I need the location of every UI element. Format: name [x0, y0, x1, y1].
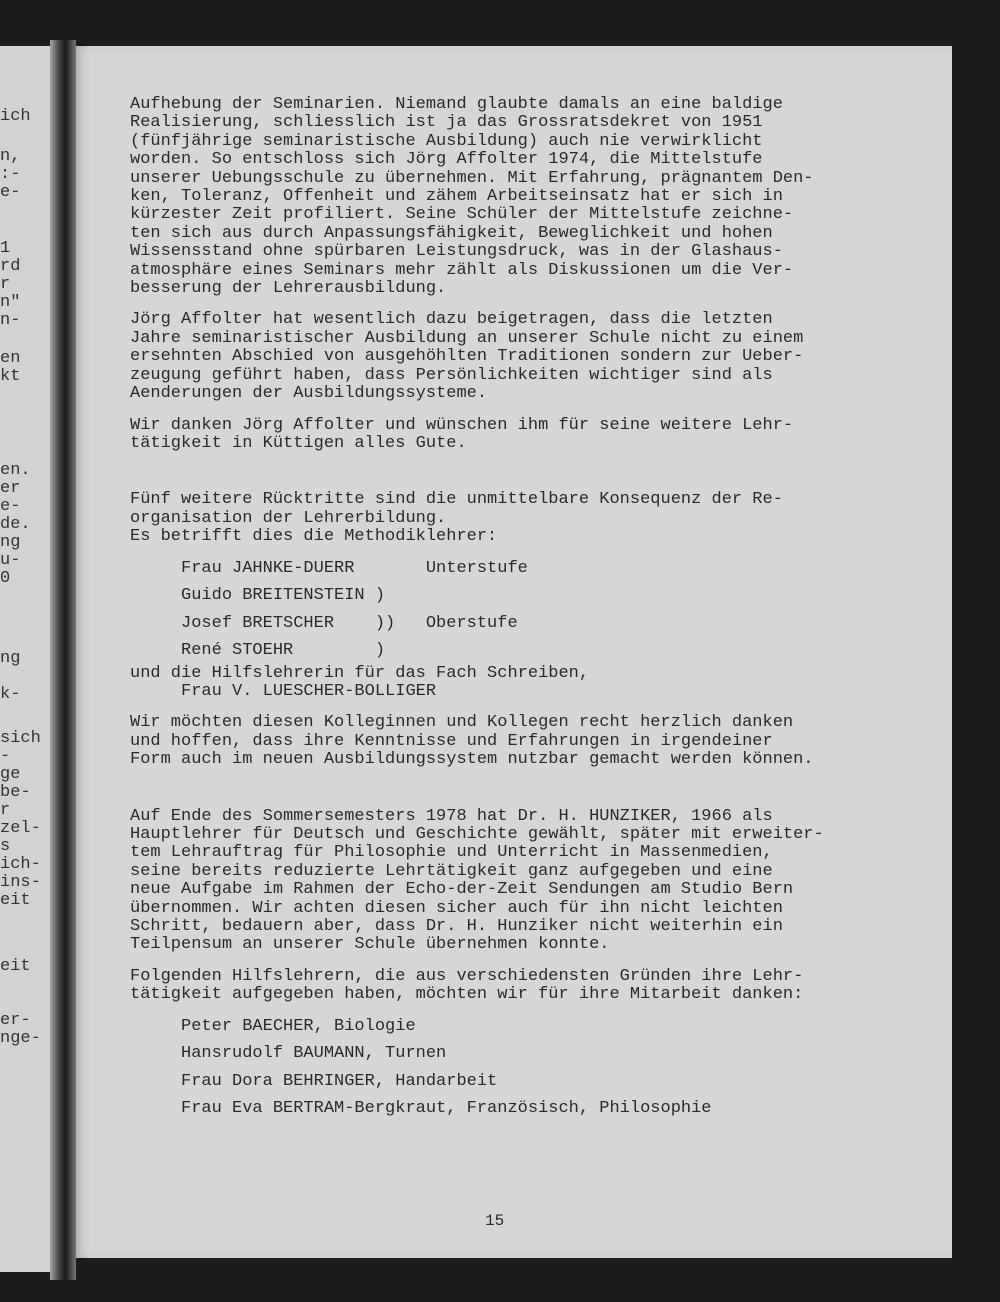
section-gap	[130, 466, 920, 491]
helper-row: Frau Eva BERTRAM-Bergkraut, Französisch, Philosophie	[130, 1099, 712, 1119]
paragraph: Folgenden Hilfslehrern, die aus verschiedensten Gründen ihre Lehr- tätigkeit aufgegeben haben, möchten wir für ihre Mitarbeit danken:	[130, 966, 804, 1005]
left-fragment: ng	[0, 533, 21, 552]
left-fragment: -	[0, 747, 11, 766]
teacher-row: Josef BRETSCHER )) Oberstufe	[130, 613, 518, 633]
teacher-row: Guido BREITENSTEIN )	[130, 586, 386, 606]
left-fragment: r	[0, 275, 11, 294]
teacher-list	[130, 555, 920, 665]
helper-row: Peter BAECHER, Biologie	[130, 1016, 416, 1036]
left-fragment: e-	[0, 497, 21, 516]
left-fragment: en	[0, 349, 21, 368]
paragraph: Fünf weitere Rücktritte sind die unmittelbare Konsequenz der Re- organisation der Lehrerbildung. Es betrifft dies die Methodiklehrer:	[130, 490, 783, 547]
paragraph: Auf Ende des Sommersemesters 1978 hat Dr. H. HUNZIKER, 1966 als Hauptlehrer für Deutsch und Geschichte gewählt, später mit erweiter- tem Lehrauftrag für Philosophie und Unterricht in Massenmedien, seine bereits reduzierte Lehrtätigkeit ganz aufgegeben und eine neue Aufgabe im Rahmen der Echo-der-Zeit Sendungen am Studio Bern übernommen. Wir achten diesen sicher auch für ihn nicht leichten Schritt, bedauern aber, dass Dr. H. Hunziker nicht weiterhin ein Teilpensum an unserer Schule übernehmen konnte.	[130, 806, 824, 955]
left-fragment: eit	[0, 891, 31, 910]
helper-row: Frau Dora BEHRINGER, Handarbeit	[130, 1071, 498, 1091]
left-fragment: u-	[0, 551, 21, 570]
left-fragment: er-	[0, 1011, 31, 1030]
left-fragment: ins-	[0, 873, 41, 892]
left-fragment: k-	[0, 685, 21, 704]
left-fragment: kt	[0, 367, 21, 386]
left-fragment: er	[0, 479, 21, 498]
left-fragment: ich-	[0, 855, 41, 874]
left-fragment: en.	[0, 461, 31, 480]
page-body	[130, 96, 920, 1123]
left-fragment: rd	[0, 257, 21, 276]
left-fragment: sich	[0, 729, 41, 748]
left-fragment: de.	[0, 515, 31, 534]
paragraph: Aufhebung der Seminarien. Niemand glaubte damals an eine baldige Realisierung, schliesslich ist ja das Grossratsdekret von 1951 (fünfjährige seminaristische Ausbildung) auch nie verwirklicht worden. So entschloss sich Jörg Affolter 1974, die Mittelstufe unserer Uebungsschule zu übernehmen. Mit Erfahrung, prägnantem Den- ken, Toleranz, Offenheit und zähem Arbeitseinsatz hat er sich in kürzester Zeit profiliert. Seine Schüler der Mittelstufe zeichne- ten sich aus durch Anpassungsfähigkeit, Beweglichkeit und hohen Wissensstand ohne spürbaren Leistungsdruck, was in der Glashaus- atmosphäre eines Seminars mehr zählt als Diskussionen um die Ver- besserung der Lehrerausbildung.	[130, 95, 814, 299]
left-facing-page	[0, 46, 50, 1272]
left-fragment: r	[0, 801, 11, 820]
left-fragment: n"	[0, 293, 21, 312]
left-fragment: ge	[0, 765, 21, 784]
left-fragment: be-	[0, 783, 31, 802]
teacher-row: René STOEHR )	[130, 641, 386, 661]
page-number: 15	[485, 1212, 505, 1230]
helper-row: Hansrudolf BAUMANN, Turnen	[130, 1044, 447, 1064]
helper-list	[130, 1013, 920, 1123]
paragraph: Jörg Affolter hat wesentlich dazu beigetragen, dass die letzten Jahre seminaristischer Ausbildung an unserer Schule nicht zu einem ersehnten Abschied von ausgehöhlten Traditionen sondern zur Ueber- zeugung geführt haben, dass Persönlichkeiten wichtiger sind als Aenderungen der Ausbildungssysteme.	[130, 310, 804, 404]
paragraph: Wir möchten diesen Kolleginnen und Kollegen recht herzlich danken und hoffen, dass ihre Kenntnisse und Erfahrungen in irgendeiner Form auch im neuen Ausbildungssystem nutzbar gemacht werden können.	[130, 713, 814, 770]
paragraph: Wir danken Jörg Affolter und wünschen ihm für seine weitere Lehr- tätigkeit in Küttigen alles Gute.	[130, 415, 794, 453]
book-gutter	[50, 40, 76, 1280]
left-fragment: zel-	[0, 819, 41, 838]
left-fragment: n-	[0, 311, 21, 330]
left-fragment: n,	[0, 147, 21, 166]
paragraph: und die Hilfslehrerin für das Fach Schreiben, Frau V. LUESCHER-BOLLIGER	[130, 663, 590, 701]
left-fragment: 1	[0, 239, 11, 258]
section-gap	[130, 783, 920, 808]
left-fragment: ng	[0, 649, 21, 668]
left-fragment: 0	[0, 569, 11, 588]
left-fragment: nge-	[0, 1029, 41, 1048]
teacher-row: Frau JAHNKE-DUERR Unterstufe	[130, 558, 528, 578]
left-fragment: e-	[0, 183, 21, 202]
left-fragment: s	[0, 837, 11, 856]
document-page	[76, 46, 952, 1258]
left-fragment: eit	[0, 957, 31, 976]
left-fragment: ich	[0, 107, 31, 126]
left-fragment: :-	[0, 165, 21, 184]
